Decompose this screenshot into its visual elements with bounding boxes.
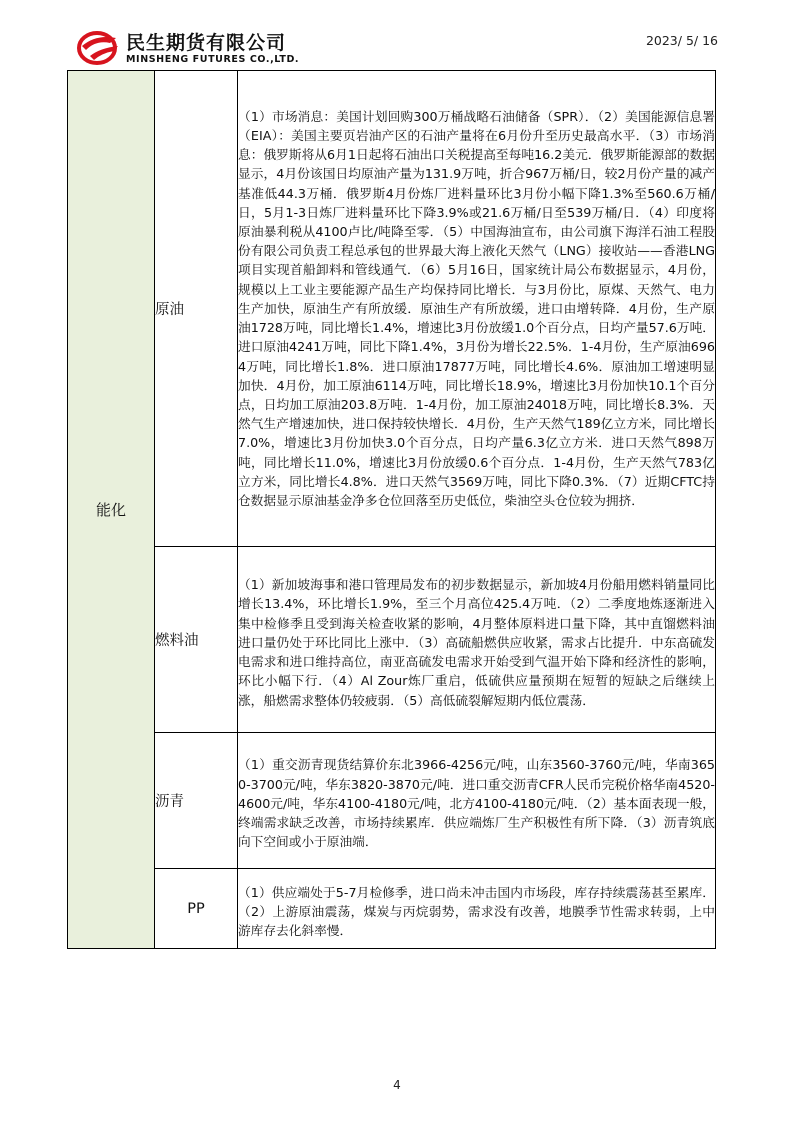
minsheng-logo-icon <box>76 26 122 66</box>
commodity-table <box>67 70 716 949</box>
product-label: 燃料油 <box>155 547 238 733</box>
commodity-commentary: （1）新加坡海事和港口管理局发布的初步数据显示，新加坡4月份船用燃料销量同比增长13.4%，环比增长1.9%，至三个月高位425.4万吨．（2）二季度地炼逐渐进入集中检修季且受到海关检查收紧的影响，4月整体原料进口量下降，其中直馏燃料油进口量仍处于环比同比上涨中．（3）高硫船燃供应收紧，需求占比提升．中东高硫发电需求和进口维持高位，南亚高硫发电需求开始受到气温开始下降和经济性的影响，环比小幅下行．（4）Al Zour炼厂重启，低硫供应量预期在短暂的短缺之后继续上涨，船燃需求整体仍较疲弱．（5）高低硫裂解短期内低位震荡． <box>238 547 716 733</box>
company-name-cn: 民生期货有限公司 <box>126 32 287 54</box>
commodity-commentary: （1）重交沥青现货结算价东北3966-4256元/吨，山东3560-3760元/吨，华南3650-3700元/吨，华东3820-3870元/吨．进口重交沥青CFR人民币完税价格华南4520-4600元/吨，华东4100-4180元/吨，北方4100-4180元/吨．（2）基本面表现一般，终端需求缺乏改善，市场持续累库．供应端炼厂生产积极性有所下降．（3）沥青筑底向下空间或小于原油端． <box>238 733 716 869</box>
report-date: 2023/ 5/ 16 <box>645 33 718 48</box>
table-row <box>68 733 716 869</box>
table-row <box>68 869 716 949</box>
commodity-commentary: （1）供应端处于5-7月检修季，进口尚未冲击国内市场段，库存持续震荡甚至累库．（2）上游原油震荡，煤炭与丙烷弱势，需求没有改善，地膜季节性需求转弱，上中游库存去化斜率慢． <box>238 869 716 949</box>
sector-label: 能化 <box>68 71 155 949</box>
product-label: 原油 <box>155 71 238 547</box>
table-row <box>68 71 716 547</box>
product-label: PP <box>155 869 238 949</box>
product-label: 沥青 <box>155 733 238 869</box>
page-header <box>0 0 794 80</box>
page-number: 4 <box>393 1078 401 1092</box>
table-row <box>68 547 716 733</box>
company-name-en: MINSHENG FUTURES CO.,LTD. <box>126 54 300 65</box>
commodity-commentary: （1）市场消息：美国计划回购300万桶战略石油储备（SPR）．（2）美国能源信息署（EIA）：美国主要页岩油产区的石油产量将在6月份升至历史最高水平．（3）市场消息：俄罗斯将从6月1日起将石油出口关税提高至每吨16.2美元．俄罗斯能源部的数据显示，4月份该国日均原油产量为131.9万吨，折合967万桶/日，较2月份产量的减产基准低44.3万桶．俄罗斯4月份炼厂进料量环比3月份小幅下降1.3%至560.6万桶/日，5月1-3日炼厂进料量环比下降3.9%或21.6万桶/日至539万桶/日．（4）印度将原油暴利税从4100卢比/吨降至零．（5）中国海油宣布，由公司旗下海洋石油工程股份有限公司负责工程总承包的世界最大海上液化天然气（LNG）接收站——香港LNG项目实现首船卸料和管线通气．（6）5月16日，国家统计局公布数据显示，4月份，规模以上工业主要能源产品生产均保持同比增长．与3月份比，原煤、天然气、电力生产加快，原油生产有所放缓．原油生产有所放缓，进口由增转降．4月份，生产原油1728万吨，同比增长1.4%，增速比3月份放缓1.0个百分点，日均产量57.6万吨．进口原油4241万吨，同比下降1.4%，3月份为增长22.5%．1-4月份，生产原油6964万吨，同比增长1.8%．进口原油17877万吨，同比增长4.6%．原油加工增速明显加快．4月份，加工原油6114万吨，同比增长18.9%，增速比3月份加快10.1个百分点，日均加工原油203.8万吨．1-4月份，加工原油24018万吨，同比增长8.3%．天然气生产增速加快，进口保持较快增长．4月份，生产天然气189亿立方米，同比增长7.0%，增速比3月份加快3.0个百分点，日均产量6.3亿立方米．进口天然气898万吨，同比增长11.0%，增速比3月份放缓0.6个百分点．1-4月份，生产天然气783亿立方米，同比增长4.8%．进口天然气3569万吨，同比下降0.3%．（7）近期CFTC持仓数据显示原油基金净多仓位回落至历史低位，柴油空头仓位较为拥挤． <box>238 71 716 547</box>
